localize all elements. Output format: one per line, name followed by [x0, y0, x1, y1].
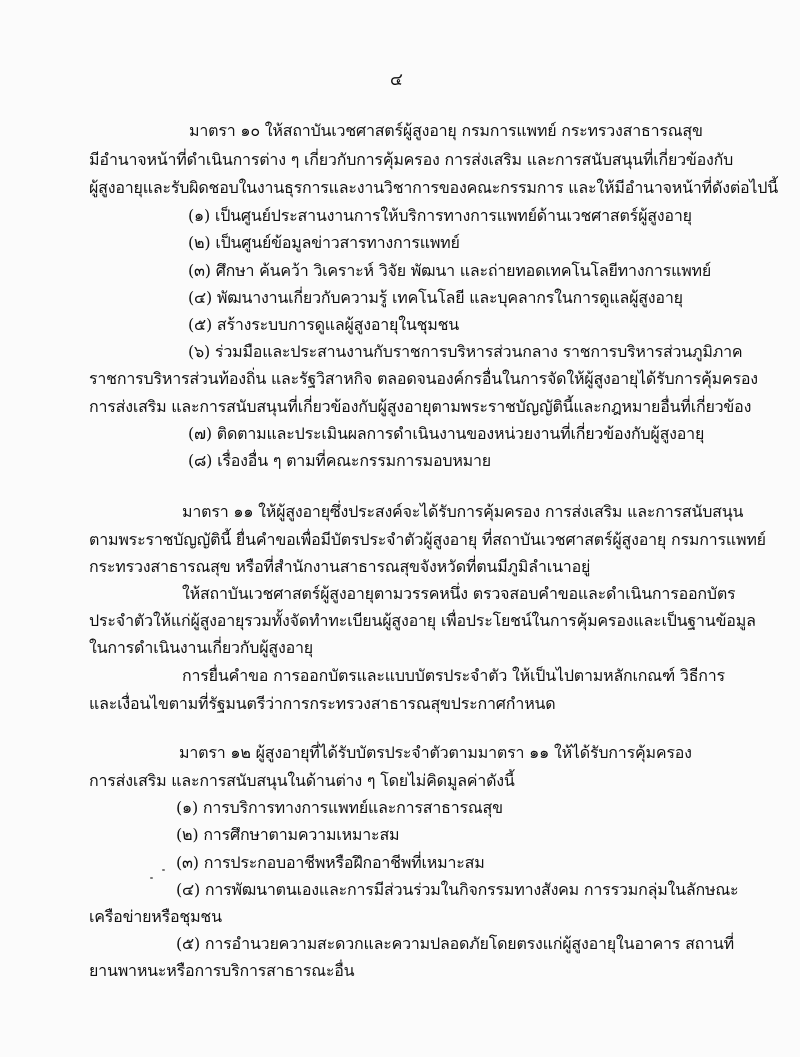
section-11-heading-line: มาตรา ๑๑ ให้ผู้สูงอายุซึ่งประสงค์จะได้รับการคุ้มครอง การส่งเสริม และการสนับสนุน: [182, 502, 744, 521]
section-11-body-line: ตามพระราชบัญญัตินี้ ยื่นคำขอเพื่อมีบัตรประจำตัวผู้สูงอายุ ที่สถาบันเวชศาสตร์ผู้สูงอายุ กรมการแพทย์: [89, 530, 766, 549]
section-12-item-5: (๕) การอำนวยความสะดวกและความปลอดภัยโดยตรงแก่ผู้สูงอายุในอาคาร สถานที่: [176, 934, 735, 953]
section-11-paragraph-3: การยื่นคำขอ การออกบัตรและแบบบัตรประจำตัว ให้เป็นไปตามหลักเกณฑ์ วิธีการ: [182, 666, 725, 685]
scan-speck: [162, 869, 165, 871]
section-10-item-4: (๔) พัฒนางานเกี่ยวกับความรู้ เทคโนโลยี และบุคลากรในการดูแลผู้สูงอายุ: [188, 288, 683, 307]
section-12-body-line: การส่งเสริม และการสนับสนุนในด้านต่าง ๆ โดยไม่คิดมูลค่าดังนี้: [89, 771, 515, 790]
page-number: ๔: [390, 70, 403, 90]
section-11-paragraph-2-line: ประจำตัวให้แก่ผู้สูงอายุรวมทั้งจัดทำทะเบียนผู้สูงอายุ เพื่อประโยชน์ในการคุ้มครองและเป็นฐานข้อมูล: [89, 611, 756, 630]
section-12-item-1: (๑) การบริการทางการแพทย์และการสาธารณสุข: [176, 798, 503, 817]
section-12-item-4: (๔) การพัฒนาตนเองและการมีส่วนร่วมในกิจกรรมทางสังคม การรวมกลุ่มในลักษณะ: [176, 880, 739, 899]
section-12-item-2: (๒) การศึกษาตามความเหมาะสม: [176, 825, 400, 844]
scan-speck: [150, 877, 153, 879]
section-12-heading-line: มาตรา ๑๒ ผู้สูงอายุที่ได้รับบัตรประจำตัวตามมาตรา ๑๑ ให้ได้รับการคุ้มครอง: [179, 743, 692, 762]
section-11-body-line: กระทรวงสาธารณสุข หรือที่สำนักงานสาธารณสุขจังหวัดที่ตนมีภูมิลำเนาอยู่: [89, 557, 591, 576]
section-10-item-1: (๑) เป็นศูนย์ประสานงานการให้บริการทางการแพทย์ด้านเวชศาสตร์ผู้สูงอายุ: [188, 206, 692, 225]
section-10-item-6-continued: การส่งเสริม และการสนับสนุนที่เกี่ยวข้องกับผู้สูงอายุตามพระราชบัญญัตินี้และกฎหมายอื่นที่เกี่ยวข้อง: [89, 397, 752, 416]
section-10-item-3: (๓) ศึกษา ค้นคว้า วิเคราะห์ วิจัย พัฒนา และถ่ายทอดเทคโนโลยีทางการแพทย์: [188, 261, 712, 280]
section-12-item-4-continued: เครือข่ายหรือชุมชน: [89, 907, 222, 926]
section-10-item-6-continued: ราชการบริหารส่วนท้องถิ่น และรัฐวิสาหกิจ ตลอดจนองค์กรอื่นในการจัดให้ผู้สูงอายุได้รับการคุ้มครอง: [89, 369, 758, 388]
section-12-item-3: (๓) การประกอบอาชีพหรือฝึกอาชีพที่เหมาะสม: [176, 853, 485, 872]
section-10-item-7: (๗) ติดตามและประเมินผลการดำเนินงานของหน่วยงานที่เกี่ยวข้องกับผู้สูงอายุ: [188, 424, 705, 443]
section-10-body-line: ผู้สูงอายุและรับผิดชอบในงานธุรการและงานวิชาการของคณะกรรมการ และให้มีอำนาจหน้าที่ดังต่อไปนี้: [89, 178, 778, 197]
section-12-item-5-continued: ยานพาหนะหรือการบริการสาธารณะอื่น: [89, 961, 355, 980]
section-10-item-2: (๒) เป็นศูนย์ข้อมูลข่าวสารทางการแพทย์: [188, 233, 460, 252]
section-10-body-line: มีอำนาจหน้าที่ดำเนินการต่าง ๆ เกี่ยวกับการคุ้มครอง การส่งเสริม และการสนับสนุนที่เกี่ยวข้องกับ: [89, 150, 734, 169]
section-10-item-6: (๖) ร่วมมือและประสานงานกับราชการบริหารส่วนกลาง ราชการบริหารส่วนภูมิภาค: [188, 342, 743, 361]
section-10-item-8: (๘) เรื่องอื่น ๆ ตามที่คณะกรรมการมอบหมาย: [188, 451, 491, 470]
section-11-paragraph-2: ให้สถาบันเวชศาสตร์ผู้สูงอายุตามวรรคหนึ่ง ตรวจสอบคำขอและดำเนินการออกบัตร: [182, 584, 736, 603]
section-11-paragraph-2-line: ในการดำเนินงานเกี่ยวกับผู้สูงอายุ: [89, 638, 313, 657]
section-10-heading-line: มาตรา ๑๐ ให้สถาบันเวชศาสตร์ผู้สูงอายุ กรมการแพทย์ กระทรวงสาธารณสุข: [189, 121, 703, 140]
section-10-item-5: (๕) สร้างระบบการดูแลผู้สูงอายุในชุมชน: [188, 315, 459, 334]
section-11-paragraph-3-line: และเงื่อนไขตามที่รัฐมนตรีว่าการกระทรวงสาธารณสุขประกาศกำหนด: [89, 694, 556, 713]
